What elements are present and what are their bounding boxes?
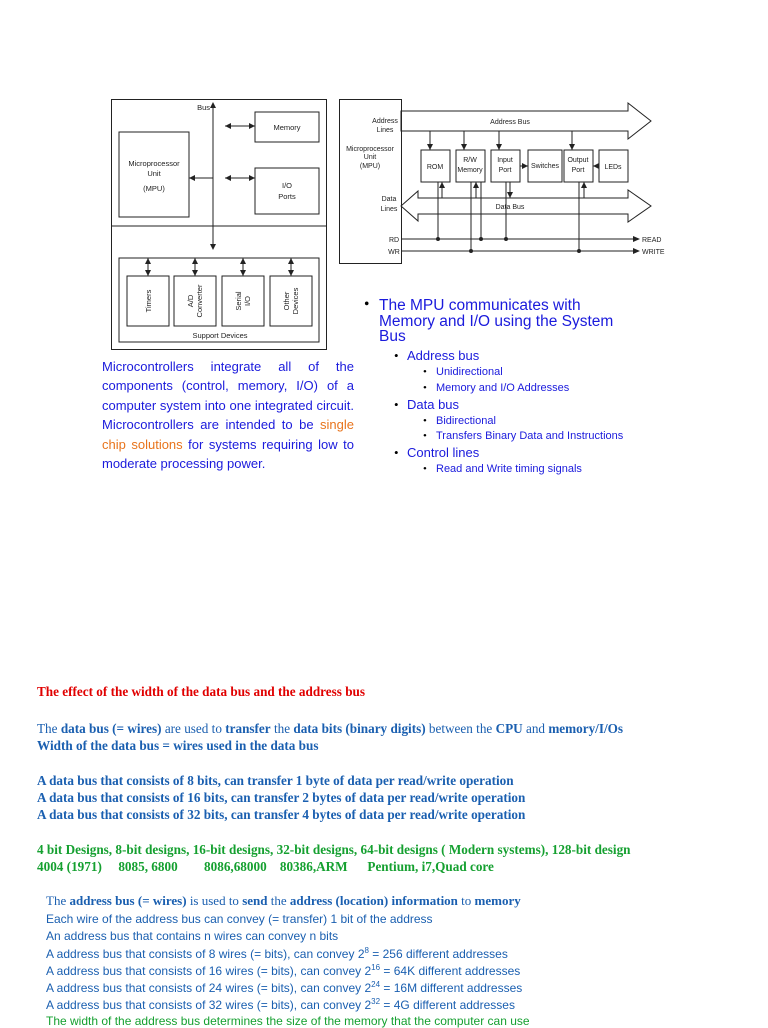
text-fragment: memory/I/Os (548, 721, 624, 736)
data-item-1: Bidirectional (436, 415, 496, 427)
data-lines-1: Data (381, 196, 397, 203)
support-devices-label: Support Devices (192, 331, 248, 340)
ad-label-1: A/D (186, 294, 195, 308)
data-bus-definition (37, 721, 623, 737)
intro-before: Microcontrollers integrate all of the components (control, memory, I/O) of a computer system into one integrated circuit. Microcontrollers are intended to be (102, 359, 354, 433)
address-item-2: Memory and I/O Addresses (436, 382, 570, 394)
text-fragment: = 4G different addresses (380, 998, 515, 1012)
address-lines-2: Lines (376, 127, 394, 134)
text-fragment: to (457, 893, 475, 908)
text-fragment: address bus (= wires) (69, 893, 187, 908)
microcontroller-intro (102, 357, 354, 473)
text-fragment: between the (425, 721, 496, 736)
bullet-dot: • (423, 463, 427, 475)
exponent: 24 (371, 980, 381, 989)
address-wire-line: Each wire of the address bus can convey (= transfer) 1 bit of the address (46, 912, 433, 926)
input-line1: Input (497, 157, 513, 164)
serial-label-2: I/O (243, 295, 252, 307)
bullet-dot: • (394, 397, 399, 412)
control-item-1: Read and Write timing signals (436, 463, 582, 475)
rom-block: ROM (426, 164, 444, 171)
control-lines-bullet: Control lines (407, 445, 480, 460)
bullet-dot: • (394, 348, 399, 363)
text-fragment: = 256 different addresses (368, 947, 508, 961)
exponent: 32 (371, 997, 381, 1006)
text-fragment: The (46, 893, 70, 908)
text-fragment: A address bus that consists of 16 wires (= bits), can convey 2 (46, 964, 372, 978)
address-definition-text (46, 893, 521, 908)
mpu-line3: (MPU) (143, 184, 165, 193)
address-width-memory-line: The width of the address bus determines the size of the memory that the computer can use (46, 1014, 530, 1028)
main-bullet-2: Memory and I/O using the System (379, 313, 614, 330)
address-row-32 (46, 997, 515, 1012)
design-examples-line: 4004 (1971) 8085, 6800 8086,68000 80386,ARM Pentium, i7,Quad core (37, 859, 494, 874)
io-ports-line1: I/O (281, 181, 293, 190)
address-bus-definition (46, 893, 521, 909)
address-lines-1: Address (372, 118, 398, 125)
text-fragment: send (242, 893, 268, 908)
memory-block: Memory (273, 123, 301, 132)
address-item-1: Unidirectional (436, 366, 503, 378)
text-fragment: data bits (binary digits) (293, 721, 426, 736)
switches-block: Switches (530, 163, 560, 170)
address-row-24 (46, 980, 522, 995)
text-fragment: A address bus that consists of 24 wires (= bits), can convey 2 (46, 981, 372, 995)
data-bus-bullet: Data bus (407, 397, 460, 412)
text-fragment: = 16M different addresses (380, 981, 523, 995)
bullet-dot: • (423, 415, 427, 427)
exponent: 16 (371, 963, 381, 972)
address-n-wires-line: An address bus that contains n wires can convey n bits (46, 929, 339, 943)
serial-label-1: Serial (234, 291, 243, 311)
output-line2: Port (571, 167, 585, 174)
intro-highlight: single chip solutions (102, 417, 354, 452)
rd-label: RD (388, 237, 400, 244)
intro-after: for systems requiring low to moderate processing power. (102, 436, 354, 472)
address-bus-bullet: Address bus (407, 348, 480, 363)
other-label-2: Devices (291, 287, 300, 315)
bullet-dot: • (364, 296, 370, 313)
data-bus-label: Data Bus (495, 204, 525, 211)
text-fragment: = 64K different addresses (380, 964, 521, 978)
data-bus-width-line: Width of the data bus = wires used in the data bus (37, 738, 319, 753)
ad-label-2: Converter (195, 284, 204, 318)
text-fragment: A address bus that consists of 32 wires (= bits), can convey 2 (46, 998, 372, 1012)
text-fragment: memory (474, 893, 521, 908)
text-fragment: the (267, 893, 290, 908)
data-lines-2: Lines (380, 206, 398, 213)
effect-heading: The effect of the width of the data bus and the address bus (37, 684, 366, 699)
read-label: READ (642, 237, 662, 244)
other-label-1: Other (282, 291, 291, 311)
main-bullet-3: Bus (379, 328, 406, 345)
text-fragment: data bus (= wires) (60, 721, 162, 736)
microcontroller-block-diagram (110, 98, 330, 352)
timers-label: Timers (144, 289, 153, 313)
text-fragment: are used to (161, 721, 226, 736)
input-line2: Port (498, 167, 512, 174)
bullet-dot: • (394, 445, 399, 460)
data-bus-32bit: A data bus that consists of 32 bits, can transfer 4 bytes of data per read/write operation (37, 807, 526, 822)
text-fragment: CPU (495, 721, 523, 736)
mpu-line1: Microprocessor (128, 159, 180, 168)
rw-line2: Memory (457, 167, 483, 174)
exponent: 8 (364, 946, 369, 955)
output-line1: Output (567, 157, 589, 164)
io-ports-line2: Ports (278, 192, 296, 201)
system-bus-diagram (338, 98, 665, 268)
mpu2-line2: Unit (363, 154, 377, 161)
address-bus-label: Address Bus (490, 119, 530, 126)
text-fragment: and (522, 721, 549, 736)
design-sizes-line: 4 bit Designs, 8-bit designs, 16-bit designs, 32-bit designs, 64-bit designs ( Modern systems), 128-bit design (37, 842, 631, 857)
wr-label: WR (388, 249, 400, 256)
data-item-2: Transfers Binary Data and Instructions (436, 430, 624, 442)
mpu2-line3: (MPU) (359, 163, 381, 170)
address-row-8 (46, 946, 508, 961)
data-bus-16bit: A data bus that consists of 16 bits, can transfer 2 bytes of data per read/write operation (37, 790, 526, 805)
main-bullet-1: The MPU communicates with (379, 297, 581, 314)
bullet-dot: • (423, 366, 427, 378)
text-fragment: transfer (225, 721, 271, 736)
mpu2-line1: Microprocessor (346, 146, 394, 153)
text-fragment: is used to (186, 893, 243, 908)
leds-block: LEDs (604, 164, 622, 171)
bus-label: Bus (197, 103, 210, 112)
write-label: WRITE (642, 249, 665, 256)
text-fragment: The (37, 721, 61, 736)
rw-line1: R/W (463, 157, 477, 164)
address-row-16 (46, 963, 520, 978)
mpu-line2: Unit (147, 169, 161, 178)
bullet-dot: • (423, 382, 427, 394)
bullet-dot: • (423, 430, 427, 442)
text-fragment: A address bus that consists of 8 wires (= bits), can convey 2 (46, 947, 365, 961)
data-bus-8bit: A data bus that consists of 8 bits, can transfer 1 byte of data per read/write operation (37, 773, 514, 788)
text-fragment: the (270, 721, 294, 736)
text-fragment: address (location) information (289, 893, 458, 908)
